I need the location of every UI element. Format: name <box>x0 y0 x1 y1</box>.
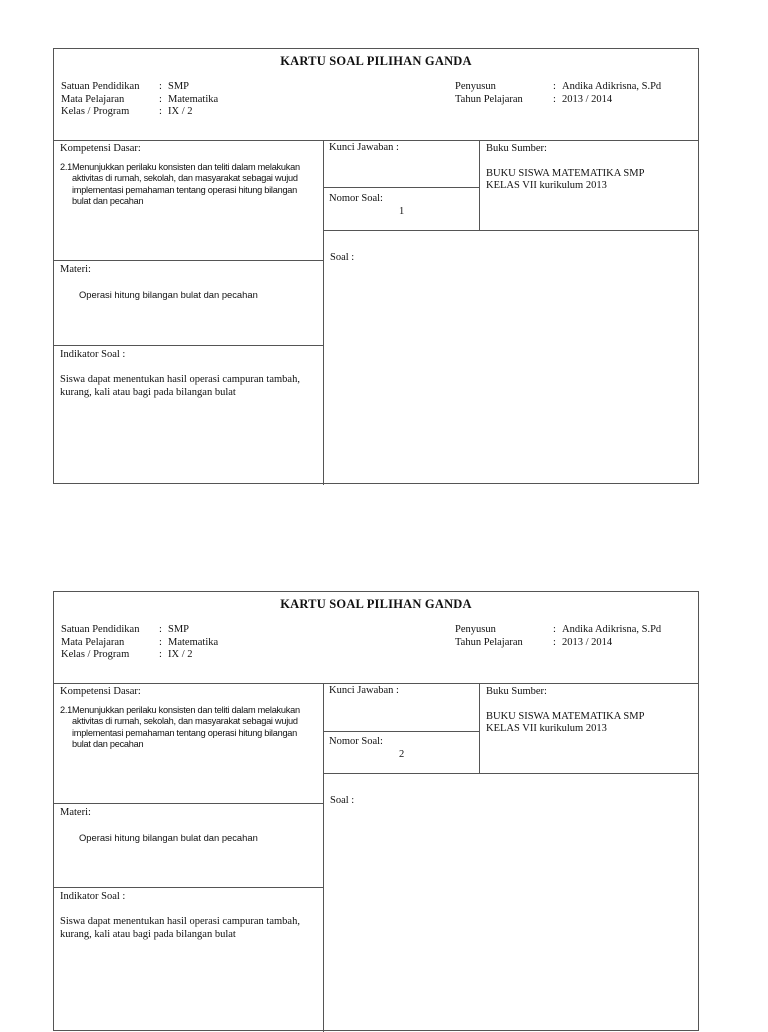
card-title: KARTU SOAL PILIHAN GANDA <box>280 54 472 68</box>
kunci-label: Kunci Jawaban : <box>329 685 399 696</box>
card-header <box>54 49 698 141</box>
question-card-1 <box>53 48 699 484</box>
kelas-value: IX / 2 <box>168 106 193 118</box>
kunci-cell <box>324 683 479 731</box>
penyusun-value: Andika Adikrisna, S.Pd <box>562 624 662 635</box>
nomor-label: Nomor Soal: <box>329 193 383 204</box>
kompetensi-text: Menunjukkan perilaku konsisten dan teliti dalam melakukan aktivitas di rumah, sekolah, dan masyarakat sebagai wujud implementasi pemahaman tentang operasi hitung bilangan bulat dan pecahan <box>72 162 300 207</box>
buku-cell <box>480 683 699 773</box>
kompetensi-cell <box>54 140 323 260</box>
penyusun-label: Penyusun <box>455 624 496 635</box>
soal-label: Soal : <box>330 795 355 806</box>
buku-line-1: BUKU SISWA MATEMATIKA SMP <box>486 711 645 722</box>
soal-label: Soal : <box>330 252 355 263</box>
kompetensi-cell <box>54 683 323 803</box>
nomor-cell <box>324 188 479 230</box>
kompetensi-text: Menunjukkan perilaku konsisten dan teliti dalam melakukan aktivitas di rumah, sekolah, dan masyarakat sebagai wujud implementasi pemahaman tentang operasi hitung bilangan bulat dan pecahan <box>72 705 300 750</box>
satuan-value: SMP <box>168 81 190 92</box>
indikator-text: Siswa dapat menentukan hasil operasi campuran tambah, kurang, kali atau bagi pada bilangan bulat <box>60 916 300 940</box>
indikator-label: Indikator Soal : <box>60 891 126 902</box>
materi-label: Materi: <box>60 807 91 818</box>
kompetensi-number: 2.1 <box>60 705 73 715</box>
materi-cell <box>54 804 323 887</box>
tahun-label: Tahun Pelajaran <box>455 93 523 105</box>
penyusun-label: Penyusun <box>455 81 496 92</box>
penyusun-value: Andika Adikrisna, S.Pd <box>562 81 662 92</box>
card-title: KARTU SOAL PILIHAN GANDA <box>280 597 472 611</box>
soal-cell <box>324 231 699 485</box>
indikator-cell <box>54 888 323 1032</box>
mapel-value: Matematika <box>168 93 219 105</box>
meta-right: Penyusun : Andika Adikrisna, S.Pd Tahun Pelajaran : 2013 / 2014 <box>455 81 662 105</box>
satuan-label: Satuan Pendidikan <box>61 81 140 92</box>
nomor-value: 1 <box>399 206 405 217</box>
card-header <box>54 592 698 684</box>
meta-left: Satuan Pendidikan : SMP Mata Pelajaran : Matematika Kelas / Program : IX / 2 <box>61 81 219 118</box>
indikator-text: Siswa dapat menentukan hasil operasi campuran tambah, kurang, kali atau bagi pada bilangan bulat <box>60 374 300 398</box>
mapel-value: Matematika <box>168 636 219 648</box>
materi-label: Materi: <box>60 264 91 275</box>
kelas-value: IX / 2 <box>168 649 193 661</box>
materi-text: Operasi hitung bilangan bulat dan pecahan <box>79 289 258 300</box>
question-card-2 <box>53 591 699 1031</box>
buku-cell <box>480 140 699 230</box>
kompetensi-label: Kompetensi Dasar: <box>60 143 141 154</box>
tahun-value: 2013 / 2014 <box>562 93 613 105</box>
materi-text: Operasi hitung bilangan bulat dan pecahan <box>79 832 258 843</box>
nomor-label: Nomor Soal: <box>329 736 383 747</box>
soal-cell <box>324 774 699 1032</box>
meta-right: Penyusun : Andika Adikrisna, S.Pd Tahun Pelajaran : 2013 / 2014 <box>455 624 662 648</box>
buku-line-2: KELAS VII kurikulum 2013 <box>486 723 607 734</box>
kunci-label: Kunci Jawaban : <box>329 142 399 153</box>
tahun-label: Tahun Pelajaran <box>455 636 523 648</box>
mapel-label: Mata Pelajaran <box>61 636 125 648</box>
tahun-value: 2013 / 2014 <box>562 636 613 648</box>
indikator-label: Indikator Soal : <box>60 349 126 360</box>
mapel-label: Mata Pelajaran <box>61 93 125 105</box>
satuan-label: Satuan Pendidikan <box>61 624 140 635</box>
kompetensi-label: Kompetensi Dasar: <box>60 686 141 697</box>
buku-label: Buku Sumber: <box>486 143 547 154</box>
buku-label: Buku Sumber: <box>486 686 547 697</box>
kelas-label: Kelas / Program <box>61 649 130 661</box>
buku-line-1: BUKU SISWA MATEMATIKA SMP <box>486 168 645 179</box>
indikator-cell <box>54 346 323 485</box>
kunci-cell <box>324 140 479 187</box>
nomor-cell <box>324 732 479 773</box>
satuan-value: SMP <box>168 624 190 635</box>
nomor-value: 2 <box>399 749 405 760</box>
buku-line-2: KELAS VII kurikulum 2013 <box>486 180 607 191</box>
kelas-label: Kelas / Program <box>61 106 130 118</box>
kompetensi-number: 2.1 <box>60 162 73 172</box>
meta-left: Satuan Pendidikan : SMP Mata Pelajaran : Matematika Kelas / Program : IX / 2 <box>61 624 219 661</box>
materi-cell <box>54 261 323 345</box>
